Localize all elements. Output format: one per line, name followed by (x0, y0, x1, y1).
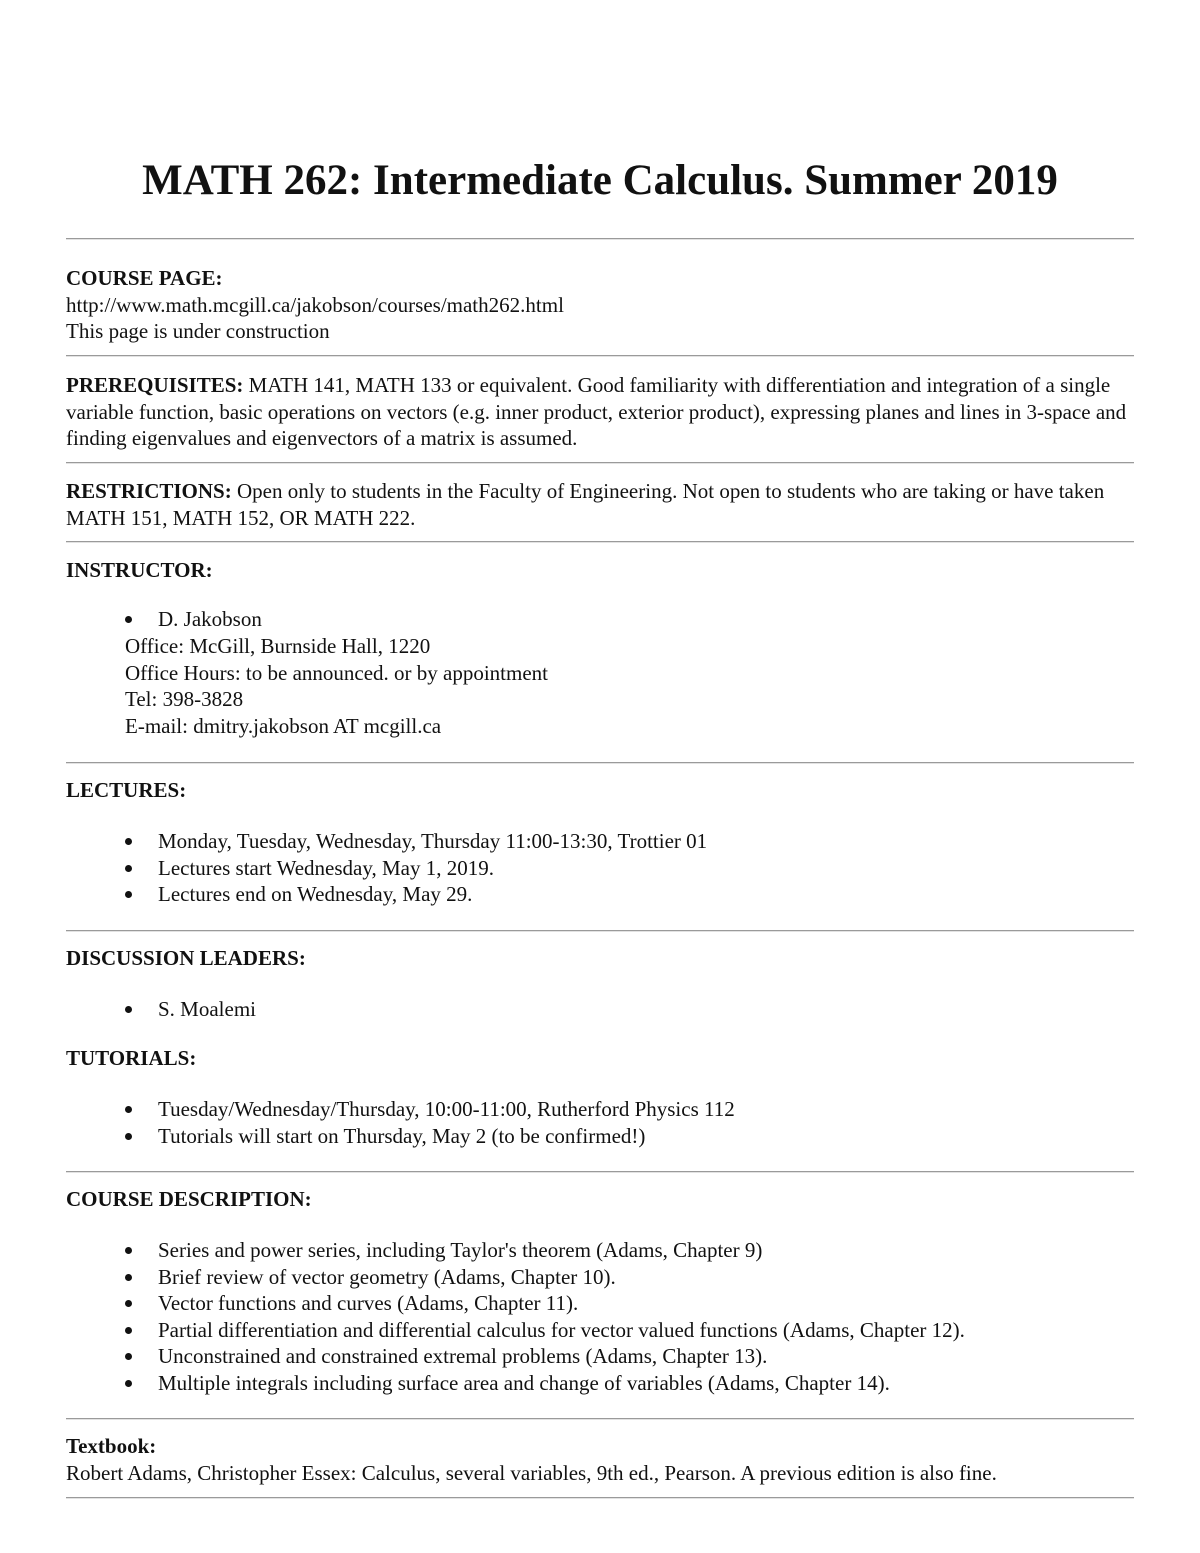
list-item: Multiple integrals including surface area and change of variables (Adams, Chapter 14). (66, 1370, 1134, 1397)
list-item: Partial differentiation and differential calculus for vector valued functions (Adams, Chapter 12). (66, 1317, 1134, 1344)
instructor-heading-row (66, 557, 1134, 584)
restrictions-section (66, 478, 1134, 531)
textbook-section (66, 1433, 1134, 1486)
tutorials-heading: TUTORIALS: (66, 1046, 197, 1070)
divider (66, 355, 1134, 357)
list-item: Lectures start Wednesday, May 1, 2019. (66, 855, 1134, 882)
discussion-leaders-heading: DISCUSSION LEADERS: (66, 946, 306, 970)
divider (66, 1171, 1134, 1173)
course-page-heading: COURSE PAGE: (66, 266, 223, 290)
course-page-link[interactable]: http://www.math.mcgill.ca/jakobson/courses/math262.html (66, 292, 564, 317)
course-description-list (66, 1237, 1134, 1396)
list-item: S. Moalemi (66, 996, 1134, 1023)
prerequisites-heading: PREREQUISITES: (66, 373, 244, 397)
lectures-list (66, 828, 1134, 908)
divider (66, 541, 1134, 543)
lectures-heading-row (66, 777, 1134, 804)
discussion-leaders-heading-row (66, 945, 1134, 972)
restrictions-heading: RESTRICTIONS: (66, 479, 232, 503)
list-item: Vector functions and curves (Adams, Chapter 11). (66, 1290, 1134, 1317)
course-description-heading: COURSE DESCRIPTION: (66, 1187, 312, 1211)
instructor-heading: INSTRUCTOR: (66, 558, 213, 582)
instructor-office: Office: McGill, Burnside Hall, 1220 (125, 633, 431, 658)
divider (66, 1497, 1134, 1499)
divider (66, 238, 1134, 240)
tutorials-list (66, 1096, 1134, 1149)
instructor-details (125, 606, 1125, 740)
divider (66, 762, 1134, 764)
divider (66, 462, 1134, 464)
instructor-hours: Office Hours: to be announced. or by appointment (125, 660, 549, 685)
list-item: Brief review of vector geometry (Adams, Chapter 10). (66, 1264, 1134, 1291)
restrictions-text: Open only to students in the Faculty of Engineering. Not open to students who are taking or have taken MATH 151, MATH 152, OR MATH 222. (66, 479, 1105, 530)
list-item: Tuesday/Wednesday/Thursday, 10:00-11:00, Rutherford Physics 112 (66, 1096, 1134, 1123)
prerequisites-text: MATH 141, MATH 133 or equivalent. Good familiarity with differentiation and integration of a single variable function, basic operations on vectors (e.g. inner product, exterior product), expressing planes and lines in 3-space and finding eigenvalues and eigenvectors of a matrix is assumed. (66, 373, 1127, 450)
list-item: Series and power series, including Taylor's theorem (Adams, Chapter 9) (66, 1237, 1134, 1264)
list-item: Tutorials will start on Thursday, May 2 (to be confirmed!) (66, 1123, 1134, 1150)
prerequisites-section (66, 372, 1134, 452)
instructor-name: D. Jakobson (125, 606, 1125, 633)
course-description-heading-row (66, 1186, 1134, 1213)
divider (66, 930, 1134, 932)
instructor-tel: Tel: 398-3828 (125, 687, 244, 712)
tutorials-heading-row (66, 1045, 1134, 1072)
course-page-section (66, 265, 1134, 345)
textbook-text: Robert Adams, Christopher Essex: Calculus, several variables, 9th ed., Pearson. A previous edition is also fine. (66, 1460, 997, 1485)
page-title: MATH 262: Intermediate Calculus. Summer 2019 (142, 157, 1058, 204)
divider (66, 1418, 1134, 1420)
lectures-heading: LECTURES: (66, 778, 187, 802)
list-item: Monday, Tuesday, Wednesday, Thursday 11:00-13:30, Trottier 01 (66, 828, 1134, 855)
course-page-note: This page is under construction (66, 319, 330, 343)
list-item: Lectures end on Wednesday, May 29. (66, 881, 1134, 908)
textbook-heading: Textbook: (66, 1434, 157, 1458)
list-item: Unconstrained and constrained extremal problems (Adams, Chapter 13). (66, 1343, 1134, 1370)
instructor-email: E-mail: dmitry.jakobson AT mcgill.ca (125, 714, 442, 739)
discussion-leaders-list (66, 996, 1134, 1023)
